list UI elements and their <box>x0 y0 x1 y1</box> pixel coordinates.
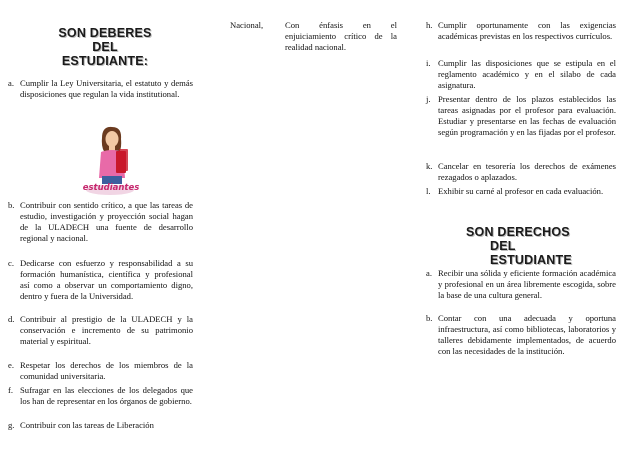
list-item <box>8 314 193 347</box>
list-item <box>426 313 616 357</box>
list-item <box>8 385 193 407</box>
list-text: Contribuir al prestigio de la ULADECH y la conservación e incremento de su patrimonio material y espiritual. <box>20 314 193 346</box>
list-marker: i. <box>426 58 431 68</box>
duties-heading <box>50 26 160 68</box>
list-text: Cumplir la Ley Universitaria, el estatuto y demás disposiciones que regulan la vida institutional. <box>20 78 193 99</box>
list-item <box>8 78 193 100</box>
list-marker: c. <box>8 258 14 268</box>
list-text: Cancelar en tesorería los derechos de exámenes rezagados o aplazados. <box>438 161 616 182</box>
list-item <box>426 20 616 42</box>
list-item <box>8 360 193 382</box>
list-item <box>426 94 616 138</box>
figure-label: estudiantes <box>82 183 140 193</box>
rights-heading <box>466 225 586 267</box>
list-marker: k. <box>426 161 433 171</box>
duties-heading-line2: DEL <box>92 40 118 54</box>
list-text: Cumplir oportunamente con las exigencias académicas previstas en los respectivos currículos. <box>438 20 616 41</box>
list-marker: a. <box>426 268 432 278</box>
rights-heading-line1: SON DERECHOS <box>466 225 570 239</box>
list-marker: f. <box>8 385 14 395</box>
list-marker: d. <box>8 314 15 324</box>
duties-heading-line1: SON DEBERES <box>58 26 152 40</box>
rights-heading-line3: ESTUDIANTE <box>490 253 572 267</box>
list-marker: j. <box>426 94 431 104</box>
list-text: Contribuir con sentido crítico, a que las tareas de estudio, investigación y proyección social hagan de la ULADECH una fuente de desarrollo regional y nacional. <box>20 200 193 243</box>
list-item <box>426 161 616 183</box>
list-marker: h. <box>426 20 433 30</box>
list-marker: e. <box>8 360 14 370</box>
rights-heading-line2: DEL <box>490 239 516 253</box>
list-item <box>8 258 193 302</box>
list-item <box>426 186 616 197</box>
list-text: Contribuir con las tareas de Liberación <box>20 420 154 430</box>
list-text: Recibir una sólida y eficiente formación académica y profesional en un área libremente escogida, sobre la base de una cultura general. <box>438 268 616 300</box>
list-marker: b. <box>8 200 15 210</box>
list-text: Dedicarse con esfuerzo y responsabilidad a su formación humanística, científica y profesional así como a observar un comportamiento digno, dentro y fuera de la Universidad. <box>20 258 193 301</box>
list-text: Cumplir las disposiciones que se estipula en el reglamento académico y en el silabo de cada asignatura. <box>438 58 616 90</box>
continuation-text: Con énfasis en el enjuiciamiento crítico de la realidad nacional. <box>285 20 397 52</box>
face-shape <box>106 131 119 147</box>
list-item <box>8 420 193 431</box>
list-text: Exhibir su carné al profesor en cada evaluación. <box>438 186 604 196</box>
list-text: Contar con una adecuada y oportuna infraestructura, así como bibliotecas, laboratorios y talleres debidamente implementados, de acuerdo con las necesidades de la institución. <box>438 313 616 356</box>
list-marker: b. <box>426 313 433 323</box>
list-item <box>8 200 193 244</box>
list-item <box>426 268 616 301</box>
list-text: Respetar los derechos de los miembros de la comunidad universitaria. <box>20 360 193 381</box>
list-marker: a. <box>8 78 14 88</box>
list-item <box>426 58 616 91</box>
student-girl-illustration <box>80 124 142 196</box>
list-marker: g. <box>8 420 15 430</box>
books-icon <box>116 149 128 173</box>
list-text: Sufragar en las elecciones de los delegados que los han de representar en los órganos de gobierno. <box>20 385 193 406</box>
list-text: Presentar dentro de los plazos establecidos las tareas asignadas por el profesor para evaluación. Estudiar y presentarse en las fechas de evaluación según programación y en las fijadas por el profesor. <box>438 94 616 137</box>
duties-heading-line3: ESTUDIANTE: <box>61 54 149 68</box>
list-marker: l. <box>426 186 431 196</box>
continuation-label: Nacional, <box>230 20 264 30</box>
